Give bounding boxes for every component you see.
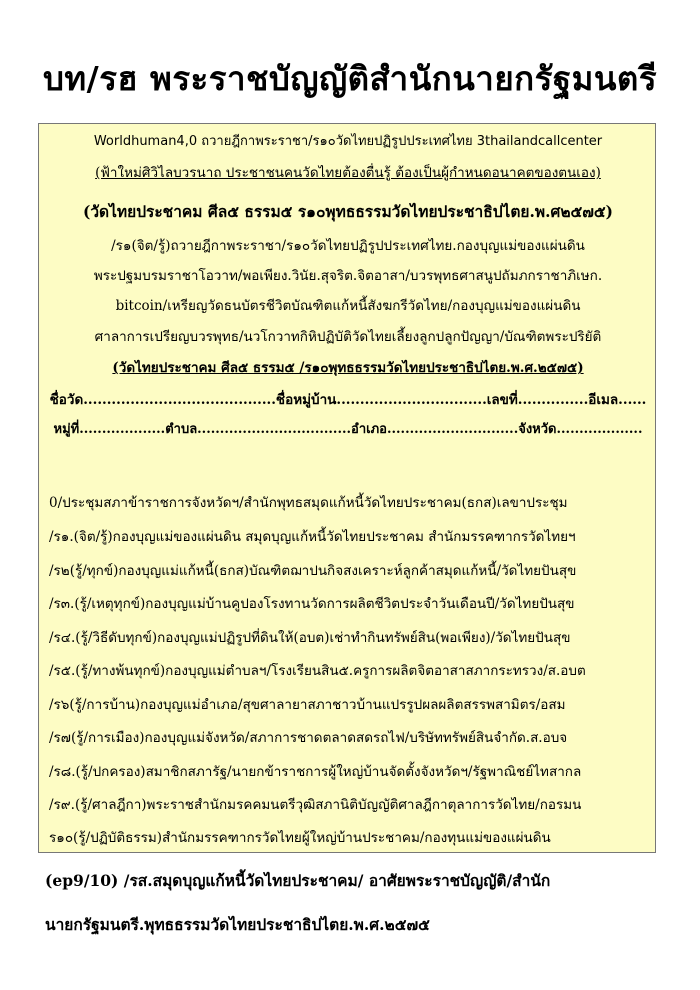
form-line-1: ชื่อวัด.........................................ชื่อหมู่บ้าน................................เลขที่...............อีเมล...... (49, 392, 647, 408)
list-item: /ร๔.(รู้/วิธีดับทุกข์)กองบุญแม่ปฏิรูปที่ดินให้(อบต)เช่าทำกินทรัพย์สิน(พอเพียง)/วัดไทยปันสุข (49, 630, 571, 646)
subheading-line: (วัดไทยประชาคม ศีล๕ ธรรม๕ /ร๑๐พุทธธรรมวัดไทยประชาธิปไตย.พ.ศ.๒๕๗๕) (112, 360, 584, 376)
list-item: ร๑๐(รู้/ปฏิบัติธรรม)สำนักมรรคฑากรวัดไทยผู้ใหญ่บ้านประชาคม/กองทุนแม่ของแผ่นดิน (49, 830, 551, 846)
list-item: /ร๕.(รู้/ทางพ้นทุกข์)กองบุญแม่ตำบลฯ/โรงเรียนสิน๕.ครูการผลิตจิตอาสาสภากระทรวง/ส.อบต (49, 663, 586, 679)
text-line-3: bitcoin/เหรียญวัดธนบัตรชีวิตบัณฑิตแก้หนี้สังฆกรีวัดไทย/กองบุญแม่ของแผ่นดิน (115, 298, 581, 314)
list-item: /ร๙.(รู้/ศาลฎีกา)พระราชสำนักมรคคมนตรีวุฒิสภานิติบัญญัติศาลฎีกาตุลาการวัดไทย/กอรมน (49, 797, 582, 813)
intro-line: Worldhuman4,0 ถวายฎีกาพระราชา/ร๑๐วัดไทยปฏิรูปประเทศไทย 3thailandcallcenter (93, 134, 603, 149)
list-item: /ร๖(รู้/การบ้าน)กองบุญแม่อำเภอ/สุขศาลายาสภาชาวบ้านแปรรูปผลผลิตสรรพสามิตร/อสม (49, 697, 566, 713)
slogan-line: (ฟ้าใหม่ศิวิไลบวรนาถ ประชาชนคนวัดไทยต้องตื่นรู้ ต้องเป็นผู้กำหนดอนาคตของตนเอง) (95, 165, 601, 181)
form-line-2: หมู่ที่...................ตำบล..................................อำเภอ.............................จังหวัด................... (53, 422, 643, 437)
list-item: /ร๘.(รู้/ปกครอง)สมาชิกสภารัฐ/นายกข้าราชการผู้ใหญ่บ้านจัดตั้งจังหวัดฯ/รัฐพาณิชย์ไทสากล (49, 764, 582, 780)
list-item: 0/ประชุมสภาข้าราชการจังหวัดฯ/สำนักพุทธสมุดแก้หนี้วัดไทยประชาคม(ธกส)เลขาประชุม (49, 495, 568, 511)
list-item: /ร๒(รู้/ทุกข์)กองบุญแม่แก้หนี้(ธกส)บัณฑิตฌาปนกิจสงเคราะห์ลูกค้าสมุดแก้หนี้/วัดไทยปันสุข (49, 563, 577, 579)
list-item: /ร๓.(รู้/เหตุทุกข์)กองบุญแม่บ้านคูปองโรงทานวัดการผลิตชีวิตประจำวันเดือนปี/วัดไทยปันสุข (49, 596, 575, 612)
content-box (38, 123, 656, 853)
text-line-1: /ร๑(จิต/รู้)ถวายฎีกาพระราชา/ร๑๐วัดไทยปฏิรูปประเทศไทย.กองบุญแม่ของแผ่นดิน (111, 238, 585, 254)
footer-line-2: นายกรัฐมนตรี.พุทธธรรมวัดไทยประชาธิปไตย.พ.ศ.๒๕๗๕ (45, 915, 430, 934)
list-item: /ร๑.(จิต/รู้)กองบุญแม่ของแผ่นดิน สมุดบุญแก้หนี้วัดไทยประชาคม สำนักมรรคฑากรวัดไทยฯ (49, 529, 576, 545)
page-title: บท/รฮ พระราชบัญญัติสำนักนายกรัฐมนตรี (42, 59, 658, 98)
footer-line-1: (ep9/10) /รส.สมุดบุญแก้หนี้วัดไทยประชาคม/ อาศัยพระราชบัญญัติ/สำนัก (45, 871, 551, 890)
heading-line: (วัดไทยประชาคม ศีล๕ ธรรม๕ ร๑๐พุทธธรรมวัดไทยประชาธิปไตย.พ.ศ๒๕๗๕) (83, 202, 613, 221)
list-item: /ร๗(รู้/การเมือง)กองบุญแม่จังหวัด/สภาการชาดตลาดสดรถไฟ/บริษัททรัพย์สินจำกัด.ส.อบจ (49, 730, 568, 746)
text-line-4: ศาลาการเปรียญบวรพุทธ/นวโกวาทกิหิปฏิบัติวัดไทยเลี้ยงลูกปลูกปัญญา/บัณฑิตพระปริยัติ (94, 329, 602, 345)
text-line-2: พระปฐมบรมราชาโอวาท/พอเพียง.วินัย.สุจริต.จิตอาสา/บวรพุทธศาสนูปถัมภกราชาภิเษก. (93, 268, 603, 284)
